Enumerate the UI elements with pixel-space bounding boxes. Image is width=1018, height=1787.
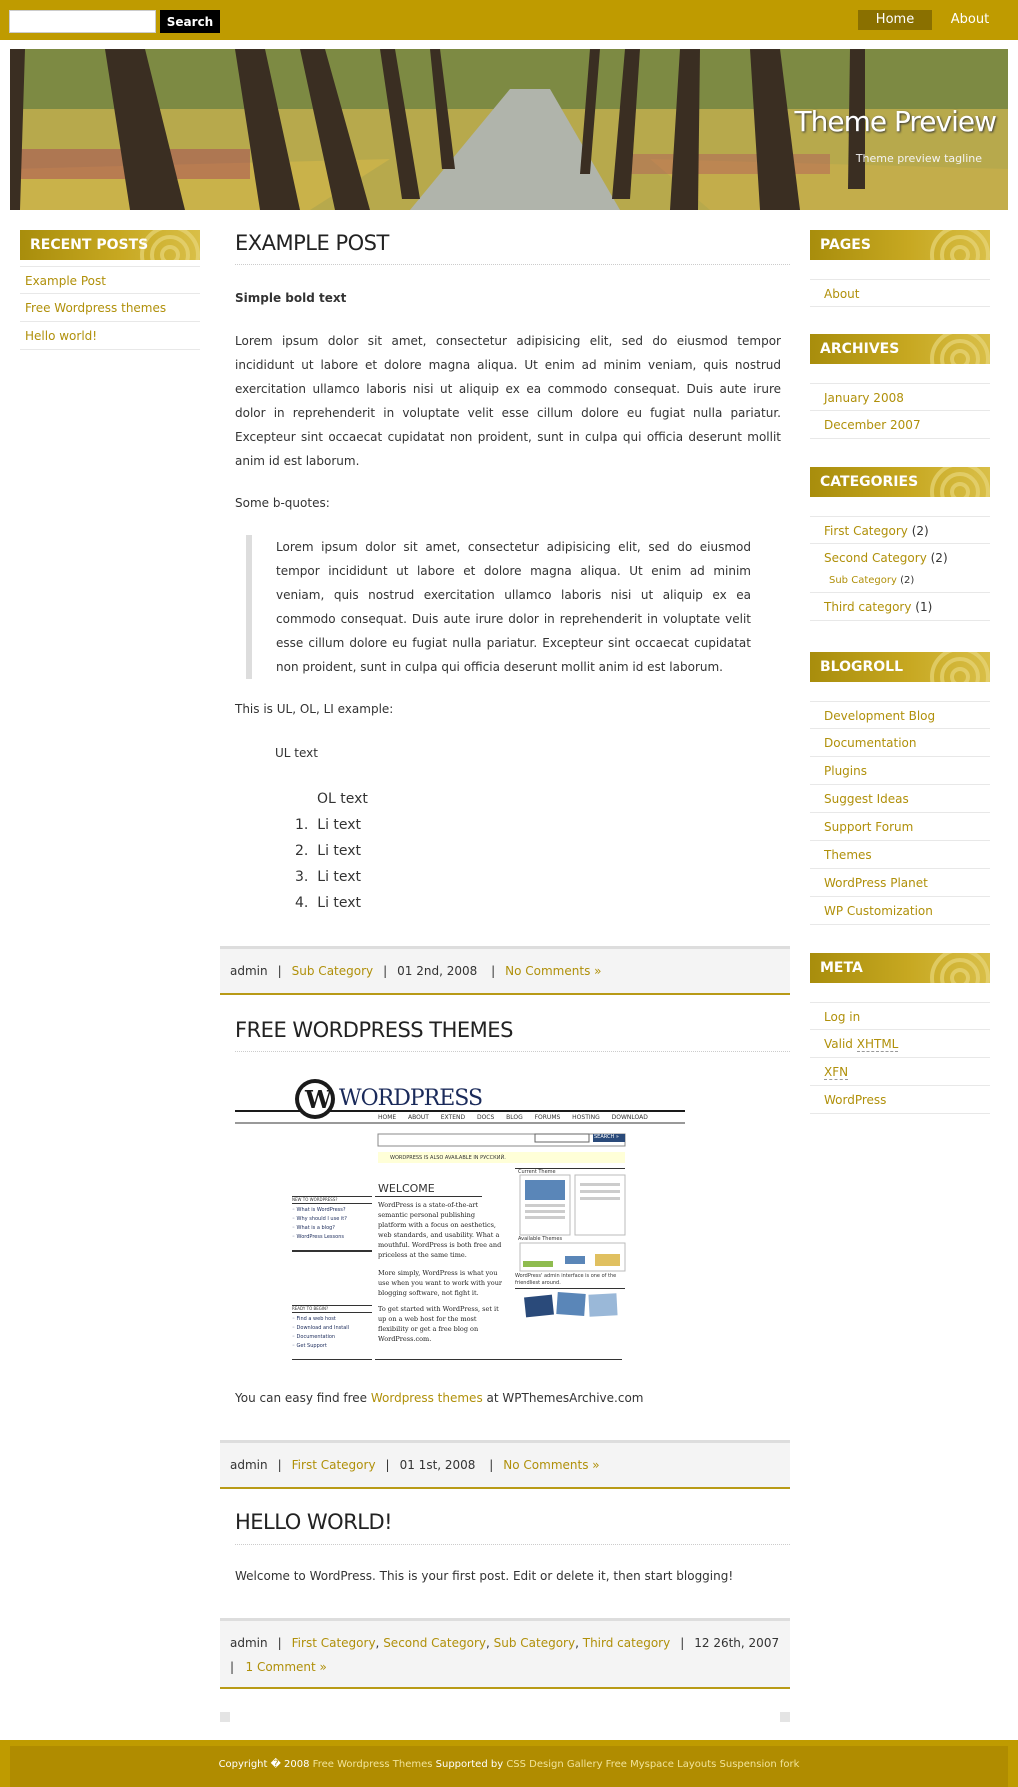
list-item[interactable]: [20, 322, 200, 350]
top-bar: [0, 0, 1018, 40]
post-date: 01 1st, 2008: [399, 1458, 476, 1472]
category-link[interactable]: Second Category: [824, 551, 927, 565]
list-item[interactable]: [810, 516, 990, 544]
wp-search-button: SEARCH »: [594, 1134, 619, 1140]
footer-link-myspace[interactable]: Free Myspace Layouts: [602, 1759, 717, 1770]
ul-text: UL text: [275, 746, 318, 760]
post-date: 01 2nd, 2008: [397, 964, 478, 978]
ol-text: OL text: [317, 791, 368, 807]
ol-list: [295, 812, 361, 916]
footer-link-suspension[interactable]: Suspension fork: [716, 1759, 800, 1770]
page-link-about[interactable]: About: [824, 287, 860, 301]
wp-new-links: ◦ What is WordPress? ◦ Why should I use it? ◦ What is a blog? ◦ WordPress Lessons: [292, 1207, 347, 1240]
recent-posts-heading: RECENT POSTS: [20, 230, 200, 260]
nav-home[interactable]: Home: [858, 10, 932, 30]
list-item[interactable]: [810, 813, 990, 841]
recent-post-link[interactable]: Example Post: [25, 274, 106, 288]
post-text: You can easy find free Wordpress themes at WPThemesArchive.com: [235, 1391, 644, 1405]
archives-heading: ARCHIVES: [810, 334, 990, 364]
post-comments-link[interactable]: No Comments »: [505, 964, 602, 978]
blogroll-link[interactable]: Documentation: [824, 736, 917, 750]
title-divider: [235, 1544, 790, 1545]
list-item[interactable]: [810, 729, 990, 757]
wp-admin-caption: WordPress' admin interface is one of the friendliest around.: [515, 1273, 617, 1286]
footer-link-free-themes[interactable]: Free Wordpress Themes: [312, 1759, 433, 1770]
archives-list: [810, 383, 990, 439]
content-corner-right: [780, 1712, 790, 1722]
categories-heading: CATEGORIES: [810, 467, 990, 497]
pages-list: [810, 279, 990, 307]
search-button[interactable]: Search: [160, 10, 220, 33]
category-link[interactable]: First Category: [824, 524, 908, 538]
bquote-intro: Some b-quotes:: [235, 496, 330, 510]
nav-about[interactable]: About: [950, 12, 990, 27]
header-banner: [10, 49, 1008, 210]
recent-post-link[interactable]: Free Wordpress themes: [25, 301, 167, 315]
footer-text: Copyright � 2008 Free Wordpress Themes Supported by CSS Design Gallery Free Myspace Layouts Suspension fork: [10, 1746, 1008, 1787]
category-count: (1): [915, 600, 933, 614]
list-item[interactable]: [20, 266, 200, 294]
list-item[interactable]: [810, 897, 990, 925]
list-item: 2. Li text: [295, 843, 362, 859]
post-paragraph: Lorem ipsum dolor sit amet, consectetur adipisicing elit, sed do eiusmod tempor incididunt ut labore et dolore magna aliqua. Ut enim ad minim veniam, quis nostrud exercitation ullamco laboris nisi ut aliquip ex ea commodo consequat. Duis aute irure dolor in reprehenderit in voluptate velit esse cillum dolore eu fugiat nulla pariatur. Excepteur sint occaecat cupidatat non proident, sunt in culpa qui officia deserunt mollit anim id est laborum.: [235, 334, 781, 468]
wp-welcome: WELCOME: [378, 1182, 435, 1195]
post-comments-link[interactable]: 1 Comment »: [245, 1660, 327, 1674]
post-category-link[interactable]: Second Category: [383, 1636, 486, 1650]
wp-notice: WORDPRESS IS ALSO AVAILABLE IN РУССКИЙ.: [390, 1155, 506, 1161]
post-category-link[interactable]: First Category: [291, 1636, 376, 1650]
bold-text: Simple bold text: [235, 291, 347, 305]
wp-para2: More simply, WordPress is what you use when you want to work with your blogging software, not fight it.: [378, 1269, 502, 1297]
category-link[interactable]: Third category: [824, 600, 912, 614]
list-item[interactable]: [810, 1058, 990, 1086]
rings-decoration-icon: [900, 230, 990, 260]
title-divider: [235, 1051, 790, 1052]
rings-decoration-icon: [900, 652, 990, 682]
svg-text:W: W: [305, 1085, 332, 1114]
blogroll-list: [810, 701, 990, 925]
site-title[interactable]: Theme Preview: [794, 105, 996, 138]
list-item[interactable]: [810, 757, 990, 785]
post-author: admin: [230, 1458, 268, 1472]
archive-link[interactable]: January 2008: [824, 391, 904, 405]
wp-para3: To get started with WordPress, set it up on a web host for the most flexibility or get a free blog on WordPress.com.: [378, 1305, 499, 1343]
list-item[interactable]: [20, 294, 200, 322]
meta-heading: META: [810, 953, 990, 983]
wp-current-theme: Current Theme: [518, 1169, 556, 1175]
post-meta: admin | Sub Category | 01 2nd, 2008 | No Comments »: [220, 946, 790, 995]
list-item: 3. Li text: [295, 869, 362, 885]
list-item[interactable]: [810, 701, 990, 729]
login-link[interactable]: Log in: [824, 1010, 861, 1024]
post-category-link[interactable]: Sub Category: [493, 1636, 576, 1650]
list-item[interactable]: [810, 785, 990, 813]
blogroll-link[interactable]: Plugins: [824, 764, 867, 778]
site-tagline: Theme preview tagline: [855, 152, 982, 165]
post-author: admin: [230, 1636, 268, 1650]
wp-new-to: NEW TO WORDPRESS?: [292, 1197, 338, 1202]
post-category-link[interactable]: Sub Category: [291, 964, 374, 978]
wp-ready-links: ◦ Find a web host ◦ Download and Install ◦ Documentation ◦ Get Support: [292, 1316, 350, 1349]
post-title[interactable]: HELLO WORLD!: [235, 1510, 393, 1534]
post-category-link[interactable]: First Category: [291, 1458, 376, 1472]
blogroll-link[interactable]: Support Forum: [824, 820, 914, 834]
wordpress-screenshot-image: [235, 1078, 685, 1360]
post-meta: admin | First Category | 01 1st, 2008 | No Comments »: [220, 1440, 790, 1489]
archive-link[interactable]: December 2007: [824, 418, 921, 432]
blogroll-link[interactable]: Development Blog: [824, 709, 936, 723]
list-item[interactable]: [810, 383, 990, 411]
wp-para1: WordPress is a state-of-the-art semantic personal publishing platform with a focus on aesthetics, web standards, and usability. What a mouthful. WordPress is both free and priceless at the same time.: [378, 1201, 502, 1259]
list-intro: This is UL, OL, LI example:: [235, 702, 394, 716]
recent-post-link[interactable]: Hello world!: [25, 329, 98, 343]
blockquote: Lorem ipsum dolor sit amet, consectetur adipisicing elit, sed do eiusmod tempor incididunt ut labore et dolore magna aliqua. Ut enim ad minim veniam, quis nostrud exercitation ullamco laboris nisi ut aliquip ex ea commodo consequat. Duis aute irure dolor in reprehenderit in voluptate velit esse cillum dolore eu fugiat nulla pariatur. Excepteur sint occaecat cupidatat non proident, sunt in culpa qui officia deserunt mollit anim id est laborum.: [246, 535, 751, 679]
footer: [0, 1740, 1018, 1787]
list-item[interactable]: [810, 1002, 990, 1030]
list-item[interactable]: [810, 1086, 990, 1114]
list-item[interactable]: [810, 411, 990, 439]
valid-xhtml-link[interactable]: Valid XHTML: [824, 1037, 899, 1051]
rings-decoration-icon: [900, 953, 990, 983]
list-item[interactable]: [810, 279, 990, 307]
list-item: 4. Li text: [295, 895, 362, 911]
content-corner-left: [220, 1712, 230, 1722]
rings-decoration-icon: [900, 334, 990, 364]
blogroll-heading: BLOGROLL: [810, 652, 990, 682]
post-text: Welcome to WordPress. This is your first post. Edit or delete it, then start blogging!: [235, 1569, 734, 1583]
title-divider: [235, 264, 790, 265]
search-input[interactable]: [9, 10, 156, 33]
pages-heading: PAGES: [810, 230, 990, 260]
blogroll-link[interactable]: Suggest Ideas: [824, 792, 909, 806]
post-meta: admin | First Category, Second Category, Sub Category, Third category | 12 26th, 2007 | 1 Comment »: [220, 1618, 790, 1689]
post-title[interactable]: EXAMPLE POST: [235, 231, 389, 255]
list-item[interactable]: [810, 1030, 990, 1058]
category-count: (2): [930, 551, 948, 565]
post-comments-link[interactable]: No Comments »: [503, 1458, 600, 1472]
blogroll-link[interactable]: Themes: [824, 848, 872, 862]
post-category-link[interactable]: Third category: [582, 1636, 671, 1650]
list-item[interactable]: [810, 593, 990, 621]
wp-logo-text: WORDPRESS: [339, 1086, 483, 1111]
list-item[interactable]: [810, 869, 990, 897]
recent-posts-list: [20, 266, 200, 350]
wordpress-link[interactable]: WordPress: [824, 1093, 887, 1107]
wp-available-themes: Available Themes: [518, 1236, 563, 1242]
category-count: (2): [900, 575, 915, 586]
wp-nav: HOME ABOUT EXTEND DOCS BLOG FORUMS HOSTING DOWNLOAD: [378, 1114, 648, 1121]
blogroll-link[interactable]: WordPress Planet: [824, 876, 928, 890]
list-item[interactable]: [810, 568, 990, 593]
post-title[interactable]: FREE WORDPRESS THEMES: [235, 1018, 513, 1042]
post-author: admin: [230, 964, 268, 978]
xfn-link[interactable]: XFN: [824, 1065, 849, 1079]
footer-link-css-gallery[interactable]: CSS Design Gallery: [506, 1759, 603, 1770]
list-item[interactable]: [810, 841, 990, 869]
wp-ready: READY TO BEGIN?: [292, 1306, 329, 1311]
xhtml-abbr: XHTML: [856, 1037, 899, 1051]
category-link[interactable]: Sub Category: [829, 575, 897, 586]
wordpress-themes-link[interactable]: Wordpress themes: [370, 1391, 483, 1405]
blogroll-link[interactable]: WP Customization: [824, 904, 933, 918]
meta-list: [810, 1002, 990, 1114]
category-count: (2): [911, 524, 929, 538]
post-date: 12 26th, 2007: [694, 1636, 780, 1650]
categories-list: [810, 516, 990, 621]
list-item: 1. Li text: [295, 817, 362, 833]
list-item[interactable]: [810, 544, 990, 568]
